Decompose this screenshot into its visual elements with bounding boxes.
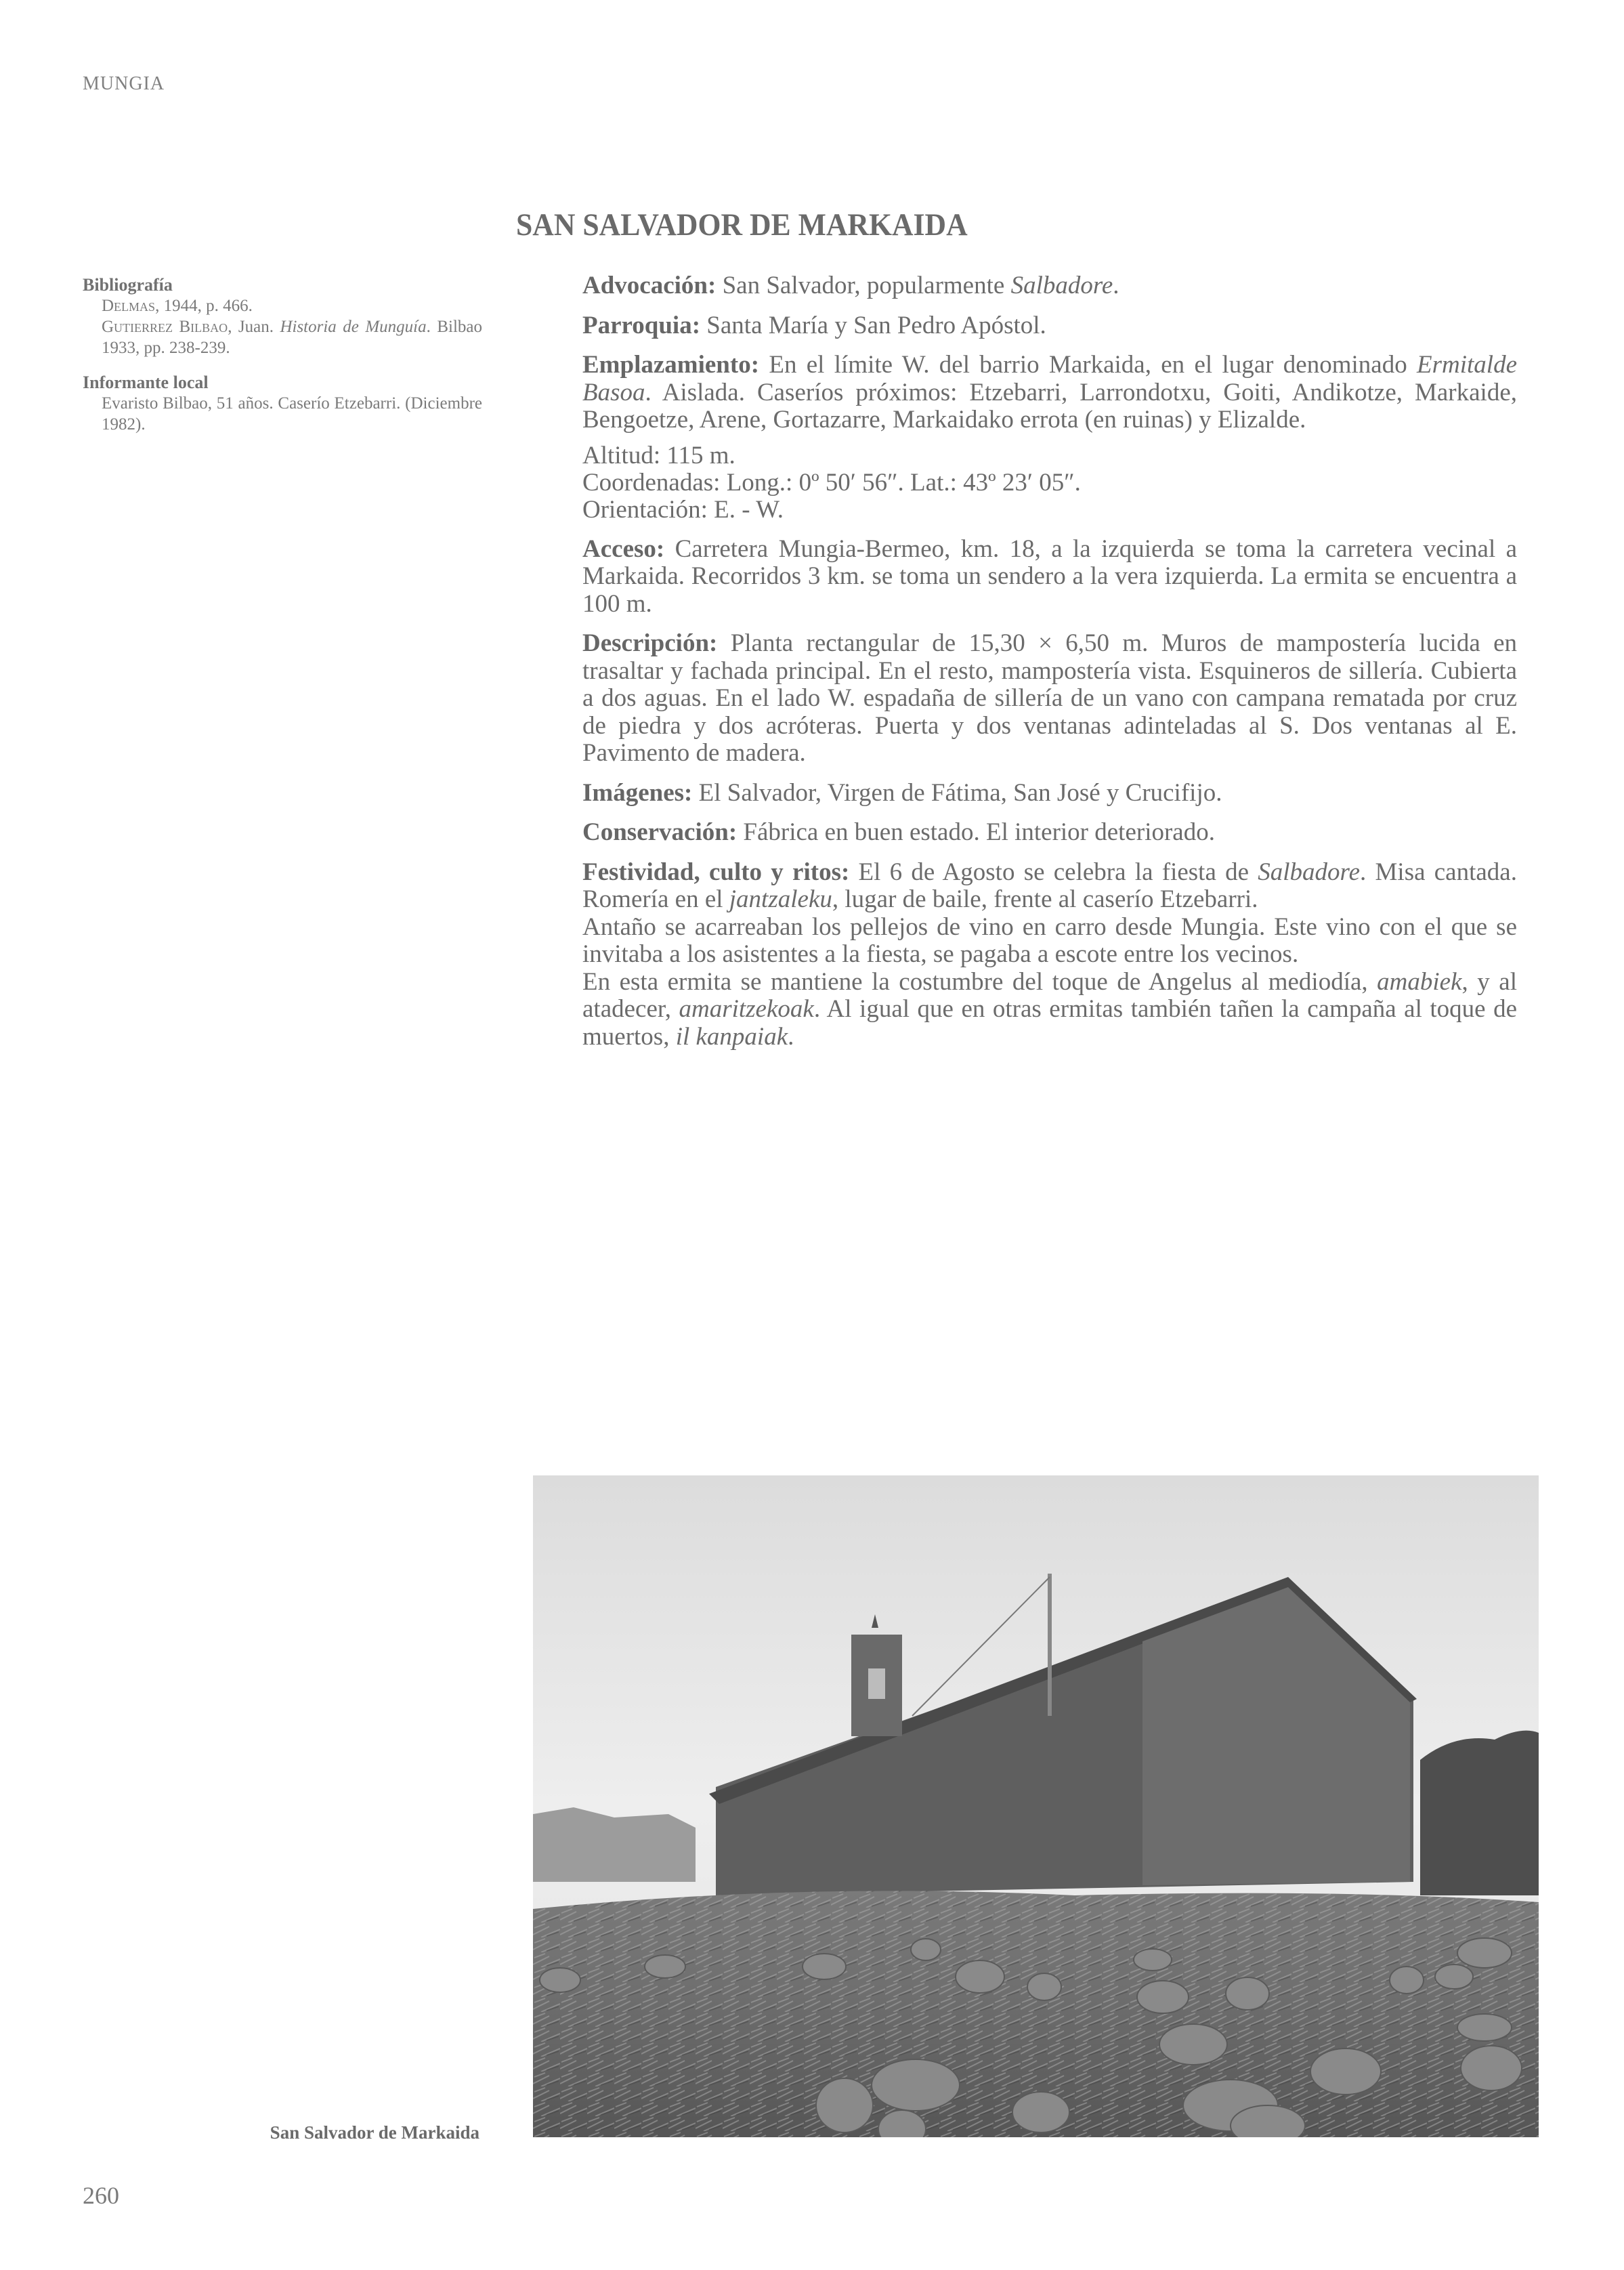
parroquia-label: Parroquia: — [582, 311, 701, 339]
bibliography-heading: Bibliografía — [83, 275, 173, 295]
imagenes-paragraph: Imágenes: El Salvador, Virgen de Fátima, San José y Crucifijo. — [582, 778, 1222, 807]
bibliography-entry: Gutierrez Bilbao, Juan. Historia de Munguía. Bilbao 1933, pp. 238-239. — [102, 318, 482, 357]
running-head: MUNGIA — [83, 73, 165, 94]
sidebar-notes — [83, 274, 482, 448]
page-title: SAN SALVADOR DE MARKAIDA — [516, 207, 968, 243]
advocacion-paragraph: Advocación: San Salvador, popularmente Salbadore. — [582, 272, 1119, 299]
festividad-paragraph: Festividad, culto y ritos: El 6 de Agosto se celebra la fiesta de Salbadore. Misa cantada. Romería en el jantzaleku, lugar de baile, frente al caserío Etzebarri. — [582, 858, 1517, 913]
emplazamiento-paragraph: Emplazamiento: En el límite W. del barrio Markaida, en el lugar denominado Ermitalde Basoa. Aislada. Caseríos próximos: Etzebarri, Larrondotxu, Goiti, Andikotze, Markaide, Bengoetze, Arene, Gortazarre, Markaidako errota (en ruinas) y Elizalde. — [582, 351, 1517, 434]
advocacion-label: Advocación: — [582, 272, 717, 299]
festividad-paragraph-2: Antaño se acarreaban los pellejos de vino en carro desde Mungia. Este vino con el que se invitaba a los asistentes a la fiesta, se pagaba a escote entre los vecinos. — [582, 912, 1517, 968]
hermitage-photo — [533, 1475, 1539, 2137]
informant-section — [83, 372, 482, 435]
author-name: Delmas — [102, 297, 156, 315]
imagenes-label: Imágenes: — [582, 778, 693, 807]
parroquia-paragraph: Parroquia: Santa María y San Pedro Apóstol. — [582, 311, 1046, 339]
bibliography-section — [83, 274, 482, 358]
descripcion-paragraph: Descripción: Planta rectangular de 15,30 × 6,50 m. Muros de mampostería lucida en trasaltar y fachada principal. En el resto, mampostería vista. Esquineros de sillería. Cubierta a dos aguas. En el lado W. espadaña de sillería de un vano con campana rematada por cruz de piedra y dos acróteras. Puerta y dos ventanas adinteladas al S. Dos ventanas al E. Pavimento de madera. — [582, 629, 1518, 767]
altitude: Altitud: 115 m. — [582, 441, 735, 469]
author-name: Gutierrez Bilbao — [102, 318, 228, 336]
bibliography-entry: Delmas, 1944, p. 466. — [102, 297, 253, 315]
orientation: Orientación: E. - W. — [582, 495, 784, 524]
main-text — [582, 272, 1517, 1051]
photo-caption: San Salvador de Markaida — [270, 2122, 479, 2143]
acceso-paragraph: Acceso: Carretera Mungia-Bermeo, km. 18, a la izquierda se toma la carretera vecinal a Markaida. Recorridos 3 km. se toma un sendero a la vera izquierda. La ermita se encuentra a 100 m. — [582, 534, 1518, 618]
descripcion-label: Descripción: — [582, 629, 718, 657]
emplazamiento-label: Emplazamiento: — [582, 351, 760, 379]
book-title: Historia de Munguía — [280, 318, 427, 336]
informant-entry: Evaristo Bilbao, 51 años. Caserío Etzebarri. (Diciembre 1982). — [102, 394, 482, 434]
festividad-paragraph-3: En esta ermita se mantiene la costumbre del toque de Angelus al mediodía, amabiek, y al atadecer, amaritzekoak. Al igual que en otras ermitas también tañen la campaña al toque de muertos, il kanpaiak. — [582, 967, 1517, 1051]
photo-illustration — [533, 1475, 1539, 2137]
conservacion-paragraph: Conservación: Fábrica en buen estado. El interior deteriorado. — [582, 818, 1215, 846]
coordinates: Coordenadas: Long.: 0º 50′ 56″. Lat.: 43º 23′ 05″. — [582, 468, 1081, 497]
conservacion-label: Conservación: — [582, 818, 738, 846]
page-number: 260 — [83, 2182, 119, 2209]
festividad-label: Festividad, culto y ritos: — [582, 858, 850, 886]
location-data — [582, 442, 1517, 524]
informant-heading: Informante local — [83, 373, 209, 392]
acceso-label: Acceso: — [582, 534, 665, 563]
